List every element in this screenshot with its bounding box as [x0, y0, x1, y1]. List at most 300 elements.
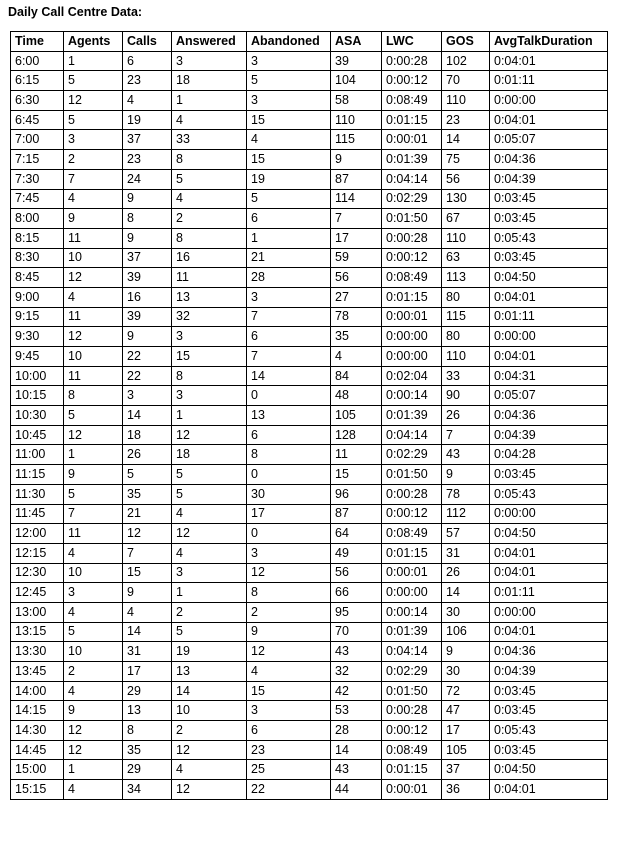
- cell-lwc: 0:01:15: [382, 287, 442, 307]
- table-row: [11, 366, 608, 386]
- cell-avg-talk-duration: 0:04:31: [490, 366, 608, 386]
- cell-calls: 4: [123, 602, 172, 622]
- cell-answered: 15: [172, 347, 247, 367]
- cell-time: 11:15: [11, 465, 64, 485]
- table-row: [11, 563, 608, 583]
- cell-answered: 5: [172, 622, 247, 642]
- cell-asa: 15: [331, 465, 382, 485]
- cell-calls: 8: [123, 721, 172, 741]
- cell-time: 6:30: [11, 91, 64, 111]
- cell-abandoned: 28: [247, 268, 331, 288]
- cell-gos: 70: [442, 71, 490, 91]
- cell-abandoned: 1: [247, 228, 331, 248]
- cell-agents: 1: [64, 445, 123, 465]
- cell-abandoned: 15: [247, 681, 331, 701]
- cell-answered: 4: [172, 189, 247, 209]
- table-row: [11, 445, 608, 465]
- cell-asa: 35: [331, 327, 382, 347]
- cell-lwc: 0:02:29: [382, 445, 442, 465]
- cell-gos: 57: [442, 524, 490, 544]
- cell-calls: 12: [123, 524, 172, 544]
- cell-asa: 114: [331, 189, 382, 209]
- cell-time: 10:00: [11, 366, 64, 386]
- cell-agents: 12: [64, 721, 123, 741]
- cell-abandoned: 4: [247, 662, 331, 682]
- cell-abandoned: 6: [247, 327, 331, 347]
- table-row: [11, 51, 608, 71]
- cell-answered: 32: [172, 307, 247, 327]
- cell-answered: 12: [172, 524, 247, 544]
- cell-gos: 115: [442, 307, 490, 327]
- cell-lwc: 0:00:00: [382, 347, 442, 367]
- cell-answered: 4: [172, 504, 247, 524]
- table-row: [11, 760, 608, 780]
- cell-gos: 17: [442, 721, 490, 741]
- cell-time: 15:15: [11, 780, 64, 800]
- cell-agents: 3: [64, 583, 123, 603]
- table-row: [11, 307, 608, 327]
- cell-lwc: 0:00:12: [382, 504, 442, 524]
- cell-time: 6:15: [11, 71, 64, 91]
- cell-asa: 84: [331, 366, 382, 386]
- cell-abandoned: 7: [247, 307, 331, 327]
- cell-time: 7:00: [11, 130, 64, 150]
- cell-avg-talk-duration: 0:05:07: [490, 386, 608, 406]
- cell-abandoned: 6: [247, 209, 331, 229]
- cell-agents: 10: [64, 642, 123, 662]
- cell-abandoned: 5: [247, 71, 331, 91]
- cell-agents: 9: [64, 701, 123, 721]
- cell-lwc: 0:00:28: [382, 701, 442, 721]
- cell-asa: 70: [331, 622, 382, 642]
- table-row: [11, 248, 608, 268]
- cell-asa: 56: [331, 563, 382, 583]
- cell-time: 8:30: [11, 248, 64, 268]
- cell-avg-talk-duration: 0:04:28: [490, 445, 608, 465]
- cell-abandoned: 13: [247, 406, 331, 426]
- column-header-gos: GOS: [442, 32, 490, 52]
- cell-answered: 1: [172, 583, 247, 603]
- cell-agents: 7: [64, 504, 123, 524]
- cell-gos: 102: [442, 51, 490, 71]
- cell-time: 14:45: [11, 740, 64, 760]
- table-row: [11, 721, 608, 741]
- cell-lwc: 0:02:04: [382, 366, 442, 386]
- table-row: [11, 327, 608, 347]
- cell-calls: 7: [123, 543, 172, 563]
- column-header-time: Time: [11, 32, 64, 52]
- cell-time: 14:30: [11, 721, 64, 741]
- cell-gos: 47: [442, 701, 490, 721]
- cell-asa: 53: [331, 701, 382, 721]
- cell-agents: 4: [64, 189, 123, 209]
- cell-avg-talk-duration: 0:03:45: [490, 189, 608, 209]
- cell-gos: 72: [442, 681, 490, 701]
- cell-avg-talk-duration: 0:05:43: [490, 484, 608, 504]
- cell-calls: 22: [123, 347, 172, 367]
- cell-calls: 9: [123, 228, 172, 248]
- cell-agents: 4: [64, 681, 123, 701]
- cell-gos: 14: [442, 583, 490, 603]
- cell-lwc: 0:00:12: [382, 71, 442, 91]
- cell-answered: 10: [172, 701, 247, 721]
- cell-gos: 63: [442, 248, 490, 268]
- cell-answered: 14: [172, 681, 247, 701]
- cell-agents: 10: [64, 248, 123, 268]
- cell-agents: 1: [64, 51, 123, 71]
- column-header-answered: Answered: [172, 32, 247, 52]
- cell-calls: 29: [123, 760, 172, 780]
- column-header-asa: ASA: [331, 32, 382, 52]
- cell-asa: 58: [331, 91, 382, 111]
- cell-lwc: 0:00:00: [382, 583, 442, 603]
- cell-asa: 105: [331, 406, 382, 426]
- table-row: [11, 524, 608, 544]
- cell-asa: 43: [331, 642, 382, 662]
- cell-asa: 42: [331, 681, 382, 701]
- cell-avg-talk-duration: 0:00:00: [490, 91, 608, 111]
- cell-gos: 75: [442, 150, 490, 170]
- cell-time: 8:15: [11, 228, 64, 248]
- cell-gos: 130: [442, 189, 490, 209]
- cell-abandoned: 3: [247, 543, 331, 563]
- cell-asa: 128: [331, 425, 382, 445]
- table-row: [11, 347, 608, 367]
- cell-answered: 8: [172, 366, 247, 386]
- cell-answered: 1: [172, 406, 247, 426]
- cell-lwc: 0:00:28: [382, 484, 442, 504]
- cell-abandoned: 14: [247, 366, 331, 386]
- cell-gos: 80: [442, 327, 490, 347]
- cell-agents: 10: [64, 563, 123, 583]
- cell-time: 15:00: [11, 760, 64, 780]
- table-row: [11, 287, 608, 307]
- cell-agents: 11: [64, 307, 123, 327]
- table-row: [11, 602, 608, 622]
- cell-gos: 43: [442, 445, 490, 465]
- cell-calls: 34: [123, 780, 172, 800]
- table-row: [11, 386, 608, 406]
- cell-time: 7:15: [11, 150, 64, 170]
- cell-time: 11:00: [11, 445, 64, 465]
- table-row: [11, 268, 608, 288]
- cell-lwc: 0:01:15: [382, 110, 442, 130]
- cell-agents: 11: [64, 228, 123, 248]
- cell-calls: 4: [123, 91, 172, 111]
- cell-gos: 110: [442, 228, 490, 248]
- cell-avg-talk-duration: 0:04:01: [490, 622, 608, 642]
- cell-lwc: 0:04:14: [382, 642, 442, 662]
- cell-lwc: 0:04:14: [382, 169, 442, 189]
- cell-answered: 12: [172, 425, 247, 445]
- cell-abandoned: 3: [247, 91, 331, 111]
- cell-gos: 30: [442, 602, 490, 622]
- cell-asa: 95: [331, 602, 382, 622]
- cell-asa: 4: [331, 347, 382, 367]
- cell-abandoned: 30: [247, 484, 331, 504]
- cell-answered: 19: [172, 642, 247, 662]
- table-header-row: [11, 32, 608, 52]
- cell-asa: 96: [331, 484, 382, 504]
- cell-time: 9:45: [11, 347, 64, 367]
- cell-time: 12:15: [11, 543, 64, 563]
- cell-time: 13:15: [11, 622, 64, 642]
- cell-time: 9:15: [11, 307, 64, 327]
- cell-answered: 4: [172, 110, 247, 130]
- cell-answered: 2: [172, 721, 247, 741]
- cell-gos: 30: [442, 662, 490, 682]
- cell-lwc: 0:00:28: [382, 228, 442, 248]
- cell-avg-talk-duration: 0:05:43: [490, 228, 608, 248]
- cell-gos: 113: [442, 268, 490, 288]
- cell-avg-talk-duration: 0:04:36: [490, 406, 608, 426]
- cell-answered: 3: [172, 51, 247, 71]
- cell-calls: 8: [123, 209, 172, 229]
- cell-avg-talk-duration: 0:04:36: [490, 642, 608, 662]
- cell-abandoned: 9: [247, 622, 331, 642]
- cell-lwc: 0:01:39: [382, 622, 442, 642]
- cell-lwc: 0:00:01: [382, 307, 442, 327]
- cell-answered: 5: [172, 169, 247, 189]
- cell-lwc: 0:01:15: [382, 760, 442, 780]
- call-centre-table: [10, 31, 608, 800]
- cell-agents: 11: [64, 524, 123, 544]
- cell-gos: 110: [442, 91, 490, 111]
- cell-asa: 87: [331, 504, 382, 524]
- cell-avg-talk-duration: 0:04:50: [490, 524, 608, 544]
- cell-gos: 110: [442, 347, 490, 367]
- cell-time: 8:45: [11, 268, 64, 288]
- cell-answered: 4: [172, 543, 247, 563]
- cell-calls: 29: [123, 681, 172, 701]
- cell-answered: 2: [172, 209, 247, 229]
- cell-gos: 37: [442, 760, 490, 780]
- cell-abandoned: 7: [247, 347, 331, 367]
- cell-agents: 7: [64, 169, 123, 189]
- cell-gos: 14: [442, 130, 490, 150]
- cell-answered: 12: [172, 740, 247, 760]
- table-row: [11, 189, 608, 209]
- cell-time: 6:00: [11, 51, 64, 71]
- cell-answered: 33: [172, 130, 247, 150]
- cell-calls: 24: [123, 169, 172, 189]
- cell-avg-talk-duration: 0:04:01: [490, 347, 608, 367]
- table-row: [11, 465, 608, 485]
- cell-lwc: 0:00:01: [382, 130, 442, 150]
- cell-agents: 8: [64, 386, 123, 406]
- cell-answered: 4: [172, 760, 247, 780]
- cell-time: 14:00: [11, 681, 64, 701]
- cell-asa: 87: [331, 169, 382, 189]
- cell-answered: 12: [172, 780, 247, 800]
- cell-time: 13:00: [11, 602, 64, 622]
- cell-lwc: 0:02:29: [382, 662, 442, 682]
- cell-answered: 5: [172, 465, 247, 485]
- cell-calls: 16: [123, 287, 172, 307]
- cell-calls: 26: [123, 445, 172, 465]
- table-row: [11, 425, 608, 445]
- cell-calls: 17: [123, 662, 172, 682]
- cell-agents: 5: [64, 484, 123, 504]
- cell-lwc: 0:00:14: [382, 602, 442, 622]
- cell-avg-talk-duration: 0:04:39: [490, 425, 608, 445]
- cell-abandoned: 19: [247, 169, 331, 189]
- cell-agents: 5: [64, 406, 123, 426]
- cell-avg-talk-duration: 0:01:11: [490, 583, 608, 603]
- cell-gos: 9: [442, 465, 490, 485]
- cell-lwc: 0:08:49: [382, 91, 442, 111]
- cell-abandoned: 23: [247, 740, 331, 760]
- table-row: [11, 228, 608, 248]
- table-row: [11, 504, 608, 524]
- cell-agents: 12: [64, 740, 123, 760]
- cell-calls: 23: [123, 71, 172, 91]
- cell-asa: 59: [331, 248, 382, 268]
- cell-abandoned: 15: [247, 150, 331, 170]
- table-row: [11, 209, 608, 229]
- cell-abandoned: 8: [247, 583, 331, 603]
- cell-lwc: 0:01:15: [382, 543, 442, 563]
- cell-asa: 104: [331, 71, 382, 91]
- cell-calls: 9: [123, 327, 172, 347]
- table-row: [11, 681, 608, 701]
- cell-answered: 18: [172, 445, 247, 465]
- cell-agents: 12: [64, 91, 123, 111]
- cell-answered: 16: [172, 248, 247, 268]
- cell-answered: 2: [172, 602, 247, 622]
- cell-answered: 11: [172, 268, 247, 288]
- cell-answered: 13: [172, 662, 247, 682]
- cell-avg-talk-duration: 0:04:01: [490, 563, 608, 583]
- cell-answered: 3: [172, 563, 247, 583]
- cell-lwc: 0:01:50: [382, 209, 442, 229]
- cell-lwc: 0:00:12: [382, 721, 442, 741]
- cell-agents: 9: [64, 465, 123, 485]
- cell-asa: 7: [331, 209, 382, 229]
- cell-calls: 35: [123, 740, 172, 760]
- cell-answered: 1: [172, 91, 247, 111]
- cell-agents: 1: [64, 760, 123, 780]
- cell-calls: 22: [123, 366, 172, 386]
- cell-calls: 37: [123, 248, 172, 268]
- cell-avg-talk-duration: 0:05:43: [490, 721, 608, 741]
- cell-avg-talk-duration: 0:04:39: [490, 169, 608, 189]
- cell-abandoned: 8: [247, 445, 331, 465]
- cell-agents: 12: [64, 268, 123, 288]
- cell-gos: 7: [442, 425, 490, 445]
- cell-lwc: 0:00:01: [382, 563, 442, 583]
- cell-time: 10:15: [11, 386, 64, 406]
- cell-abandoned: 6: [247, 721, 331, 741]
- cell-asa: 28: [331, 721, 382, 741]
- cell-gos: 31: [442, 543, 490, 563]
- cell-abandoned: 17: [247, 504, 331, 524]
- cell-agents: 5: [64, 622, 123, 642]
- cell-asa: 17: [331, 228, 382, 248]
- cell-asa: 64: [331, 524, 382, 544]
- cell-abandoned: 0: [247, 465, 331, 485]
- cell-calls: 37: [123, 130, 172, 150]
- cell-agents: 2: [64, 150, 123, 170]
- cell-calls: 23: [123, 150, 172, 170]
- cell-agents: 9: [64, 209, 123, 229]
- cell-calls: 5: [123, 465, 172, 485]
- table-row: [11, 150, 608, 170]
- cell-time: 13:30: [11, 642, 64, 662]
- table-row: [11, 110, 608, 130]
- column-header-agents: Agents: [64, 32, 123, 52]
- cell-gos: 36: [442, 780, 490, 800]
- cell-avg-talk-duration: 0:01:11: [490, 307, 608, 327]
- cell-avg-talk-duration: 0:03:45: [490, 681, 608, 701]
- table-row: [11, 71, 608, 91]
- cell-time: 7:45: [11, 189, 64, 209]
- cell-gos: 78: [442, 484, 490, 504]
- cell-avg-talk-duration: 0:04:01: [490, 51, 608, 71]
- cell-gos: 67: [442, 209, 490, 229]
- cell-answered: 13: [172, 287, 247, 307]
- cell-answered: 5: [172, 484, 247, 504]
- cell-calls: 14: [123, 622, 172, 642]
- cell-lwc: 0:00:14: [382, 386, 442, 406]
- cell-abandoned: 3: [247, 701, 331, 721]
- cell-lwc: 0:01:50: [382, 681, 442, 701]
- cell-gos: 9: [442, 642, 490, 662]
- cell-abandoned: 12: [247, 563, 331, 583]
- cell-asa: 49: [331, 543, 382, 563]
- cell-lwc: 0:01:39: [382, 150, 442, 170]
- cell-abandoned: 0: [247, 524, 331, 544]
- cell-time: 8:00: [11, 209, 64, 229]
- cell-avg-talk-duration: 0:00:00: [490, 602, 608, 622]
- cell-avg-talk-duration: 0:03:45: [490, 209, 608, 229]
- cell-calls: 35: [123, 484, 172, 504]
- cell-avg-talk-duration: 0:01:11: [490, 71, 608, 91]
- table-row: [11, 780, 608, 800]
- cell-avg-talk-duration: 0:04:36: [490, 150, 608, 170]
- cell-abandoned: 22: [247, 780, 331, 800]
- cell-time: 12:45: [11, 583, 64, 603]
- cell-asa: 115: [331, 130, 382, 150]
- cell-agents: 3: [64, 130, 123, 150]
- cell-agents: 12: [64, 425, 123, 445]
- cell-lwc: 0:08:49: [382, 524, 442, 544]
- table-row: [11, 662, 608, 682]
- table-body: [11, 51, 608, 799]
- cell-calls: 13: [123, 701, 172, 721]
- cell-agents: 4: [64, 602, 123, 622]
- cell-gos: 26: [442, 563, 490, 583]
- cell-abandoned: 2: [247, 602, 331, 622]
- cell-agents: 4: [64, 287, 123, 307]
- cell-gos: 105: [442, 740, 490, 760]
- cell-avg-talk-duration: 0:00:00: [490, 327, 608, 347]
- cell-calls: 15: [123, 563, 172, 583]
- cell-lwc: 0:00:12: [382, 248, 442, 268]
- cell-abandoned: 6: [247, 425, 331, 445]
- cell-answered: 3: [172, 327, 247, 347]
- cell-time: 14:15: [11, 701, 64, 721]
- cell-gos: 90: [442, 386, 490, 406]
- cell-agents: 10: [64, 347, 123, 367]
- table-row: [11, 130, 608, 150]
- table-row: [11, 622, 608, 642]
- cell-lwc: 0:08:49: [382, 268, 442, 288]
- cell-lwc: 0:00:28: [382, 51, 442, 71]
- document-title: Daily Call Centre Data:: [8, 5, 143, 19]
- cell-asa: 14: [331, 740, 382, 760]
- cell-calls: 18: [123, 425, 172, 445]
